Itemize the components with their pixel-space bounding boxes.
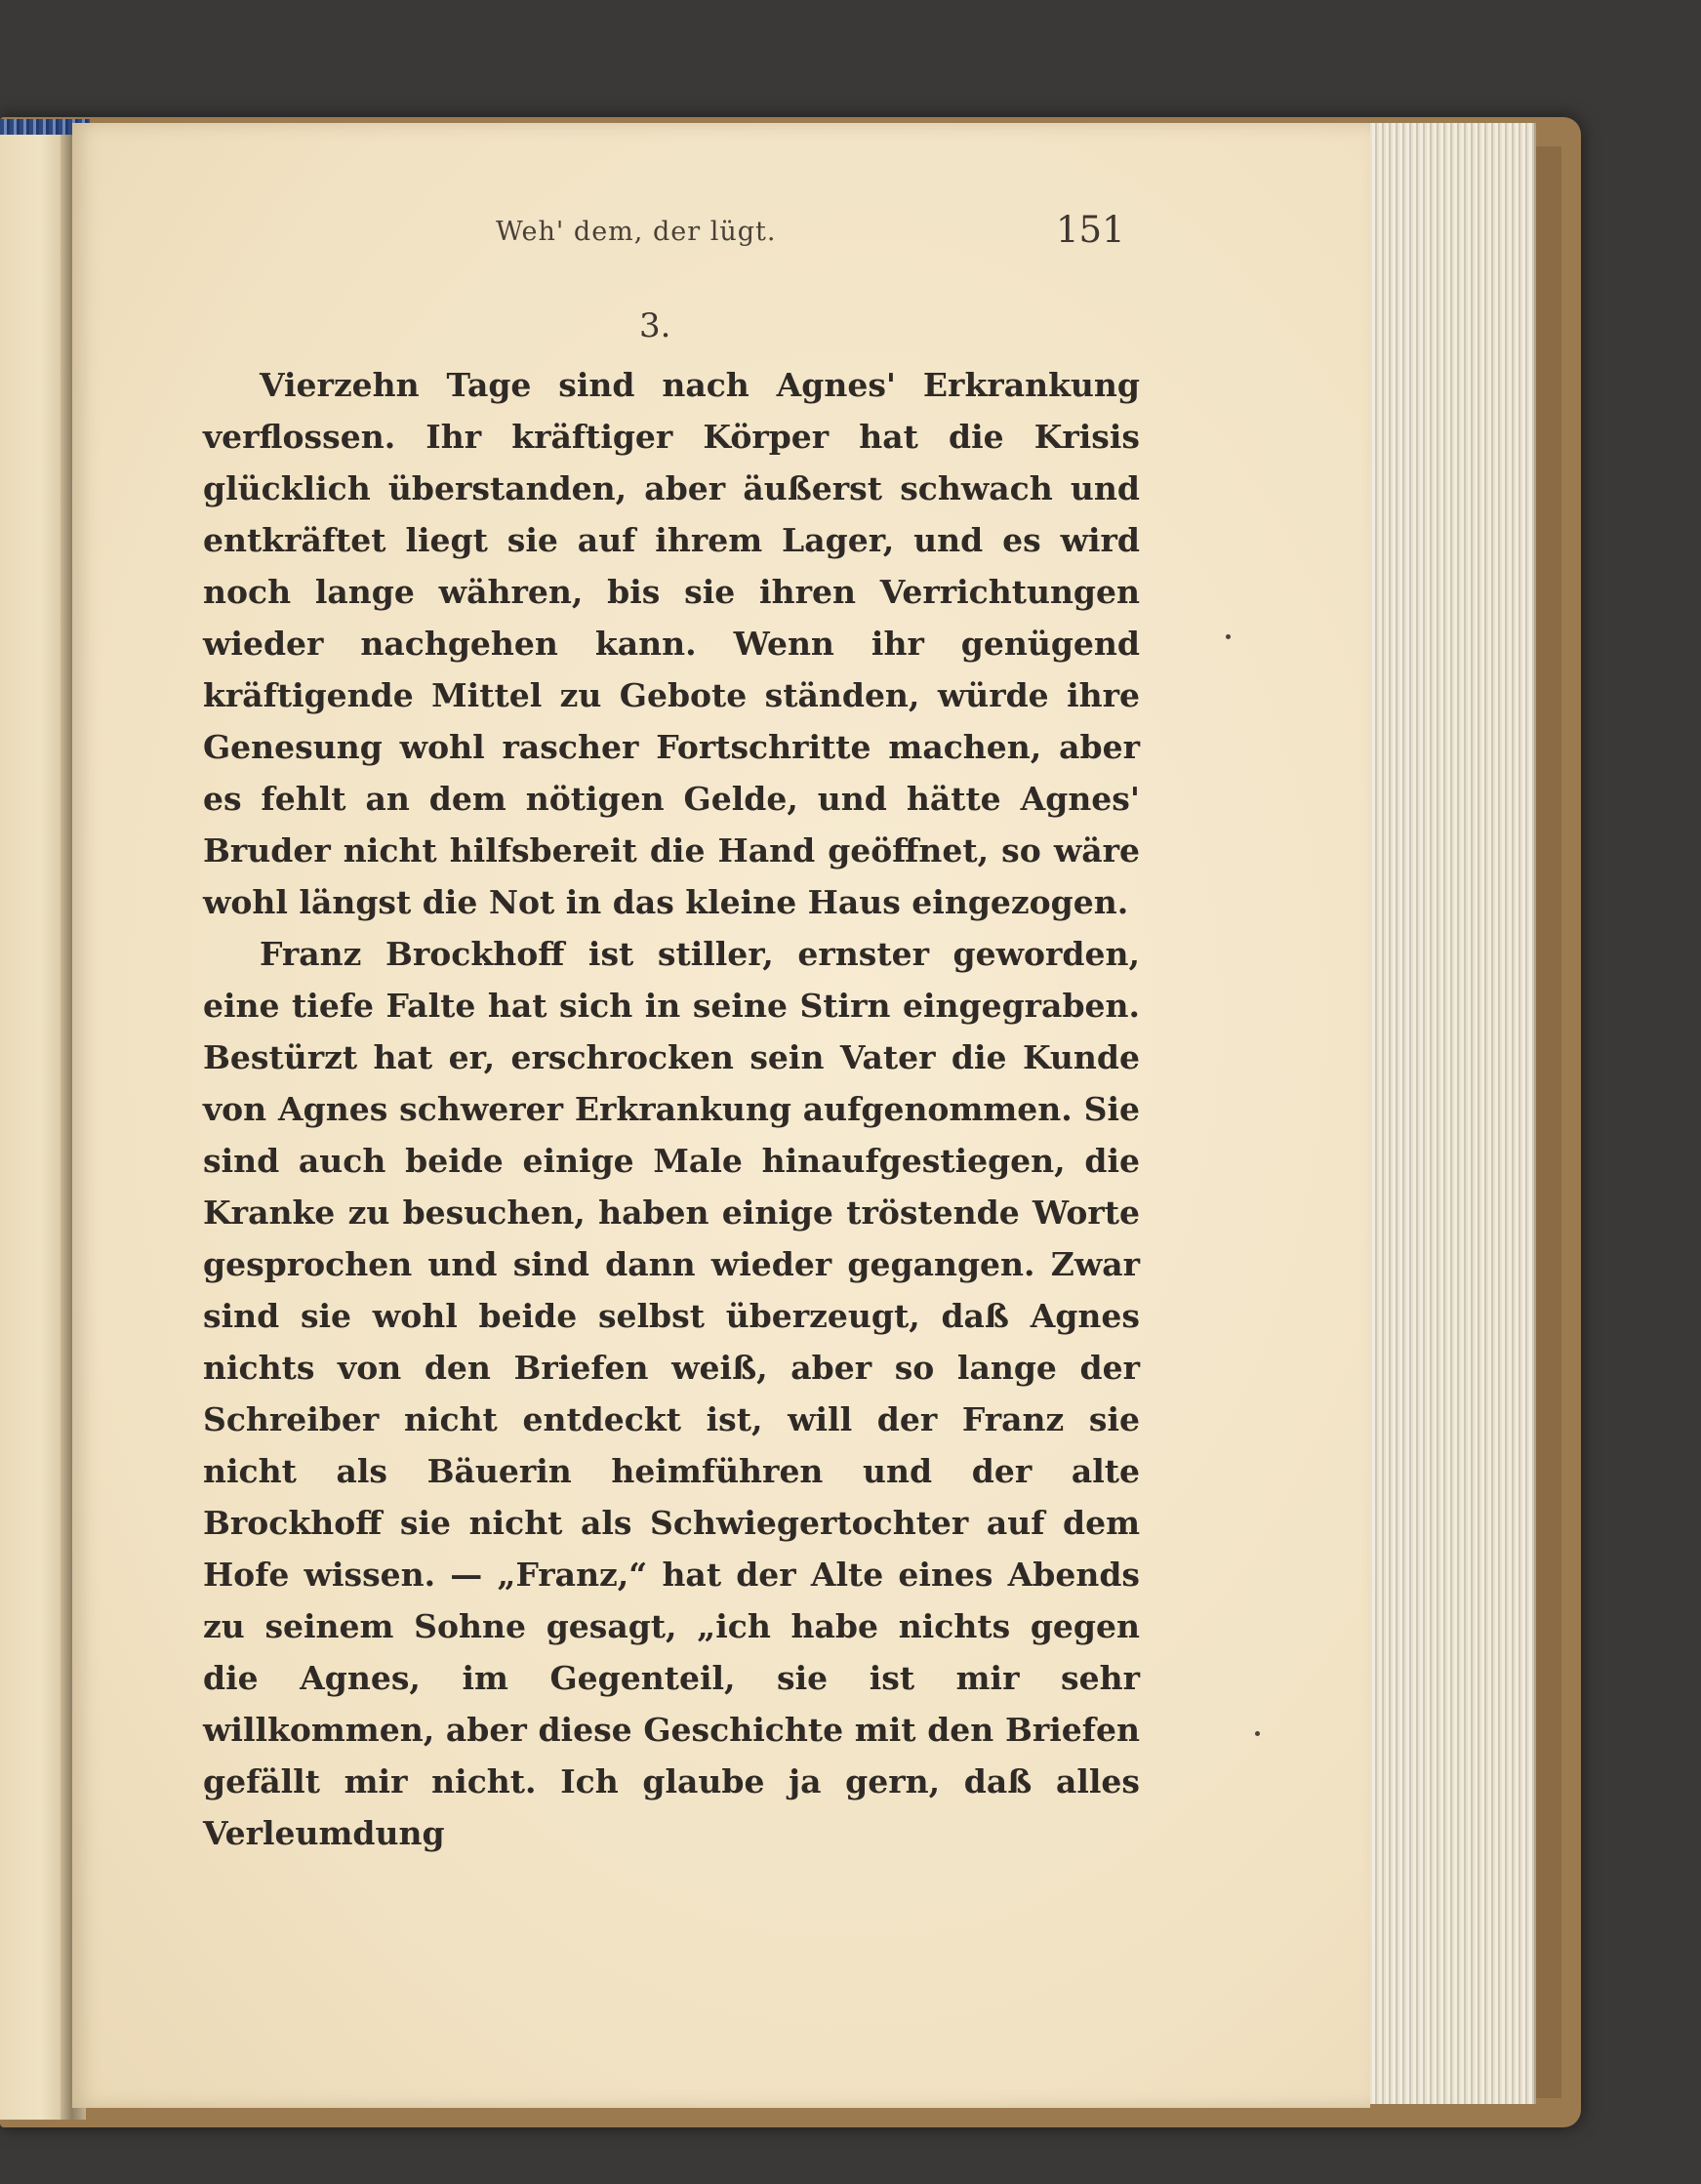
paragraph: Vierzehn Tage sind nach Agnes' Erkrankung verflossen. Ihr kräftiger Körper hat die Krisis glücklich überstanden, aber äußerst schwach und entkräftet liegt sie auf ihrem Lager, und es wird noch lange währen, bis sie ihren Verrichtungen wieder nachgehen kann. Wenn ihr genügend kräftigende Mittel zu Gebote ständen, würde ihre Genesung wohl rascher Fortschritte machen, aber es fehlt an dem nötigen Gelde, und hätte Agnes' Bruder nicht hilfsbereit die Hand geöffnet, so wäre wohl längst die Not in das kleine Haus eingezogen.	[203, 366, 1140, 921]
section-number: 3.	[639, 306, 671, 345]
body-text	[203, 359, 1140, 1859]
paper-speck	[1255, 1731, 1260, 1736]
paper-speck	[1226, 634, 1231, 639]
paragraph: Franz Brockhoff ist stiller, ernster geworden, eine tiefe Falte hat sich in seine Stirn eingegraben. Bestürzt hat er, erschrocken sein Vater die Kunde von Agnes schwerer Erkrankung aufgenommen. Sie sind auch beide einige Male hinaufgestiegen, die Kranke zu besuchen, haben einige tröstende Worte gesprochen und sind dann wieder gegangen. Zwar sind sie wohl beide selbst überzeugt, daß Agnes nichts von den Briefen weiß, aber so lange der Schreiber nicht entdeckt ist, will der Franz sie nicht als Bäuerin heimführen und der alte Brockhoff sie nicht als Schwiegertochter auf dem Hofe wissen. — „Franz,“ hat der Alte eines Abends zu seinem Sohne gesagt, „ich habe nichts gegen die Agnes, im Gegenteil, sie ist mir sehr willkommen, aber diese Geschichte mit den Briefen gefällt mir nicht. Ich glaube ja gern, daß alles Verleumdung	[203, 935, 1140, 1852]
page-edges	[1358, 123, 1536, 2104]
page-number: 151	[1056, 209, 1125, 251]
running-head: Weh' dem, der lügt.	[496, 217, 777, 247]
